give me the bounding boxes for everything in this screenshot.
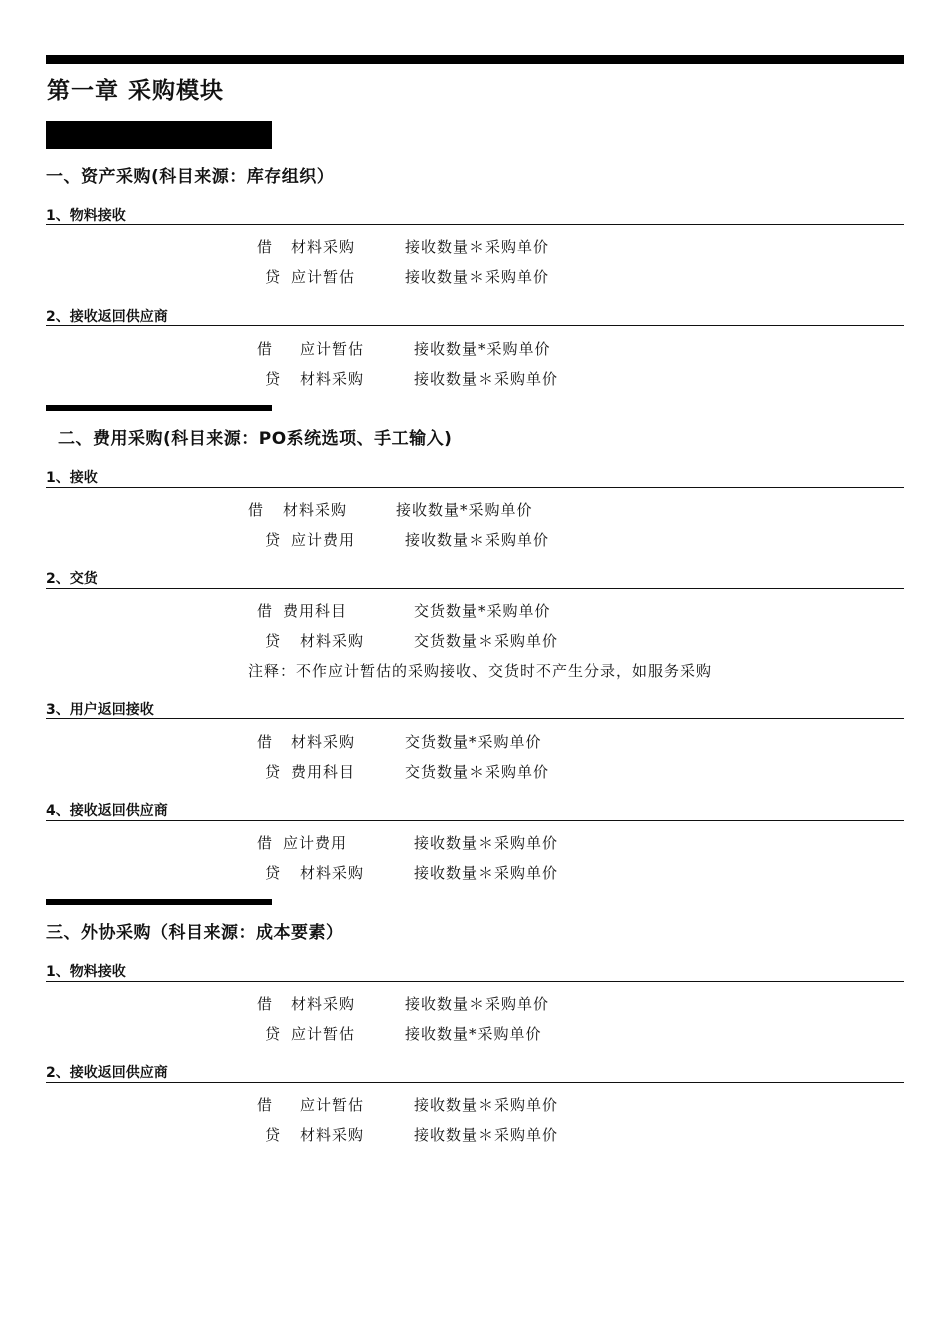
- subsection-label: 1、物料接收: [46, 964, 126, 980]
- credit-account: 费用科目: [291, 763, 356, 781]
- divider-line: [46, 487, 904, 488]
- credit-formula: 交货数量＊采购单价: [405, 763, 550, 781]
- credit-marker: 贷: [265, 531, 282, 549]
- divider-line: [46, 981, 904, 982]
- debit-account: 应计暂估: [300, 1096, 365, 1114]
- debit-formula: 交货数量*采购单价: [414, 602, 551, 620]
- debit-account: 费用科目: [283, 602, 348, 620]
- divider-line: [46, 588, 904, 589]
- divider-line: [46, 325, 904, 326]
- credit-formula: 接收数量*采购单价: [405, 1025, 542, 1043]
- debit-formula: 接收数量＊采购单价: [405, 238, 550, 256]
- credit-marker: 贷: [265, 864, 282, 882]
- credit-marker: 贷: [265, 268, 282, 286]
- divider-line: [46, 820, 904, 821]
- debit-account: 应计费用: [283, 834, 348, 852]
- credit-formula: 交货数量＊采购单价: [414, 632, 559, 650]
- subsection-label: 1、接收: [46, 470, 98, 486]
- top-rule-bar: [46, 55, 904, 64]
- debit-account: 材料采购: [291, 995, 356, 1013]
- section-title-outsourcing-purchase: 三、外协采购（科目来源：成本要素）: [46, 923, 344, 943]
- debit-marker: 借: [248, 501, 265, 519]
- credit-account: 材料采购: [300, 864, 365, 882]
- debit-formula: 接收数量＊采购单价: [414, 1096, 559, 1114]
- credit-formula: 接收数量＊采购单价: [414, 1126, 559, 1144]
- subsection-label: 2、接收返回供应商: [46, 309, 168, 325]
- divider-line: [46, 718, 904, 719]
- note-text: 注释：不作应计暂估的采购接收、交货时不产生分录，如服务采购: [248, 662, 713, 680]
- debit-account: 材料采购: [291, 733, 356, 751]
- subsection-label: 3、用户返回接收: [46, 702, 154, 718]
- debit-formula: 接收数量＊采购单价: [405, 995, 550, 1013]
- debit-marker: 借: [257, 602, 274, 620]
- credit-marker: 贷: [265, 632, 282, 650]
- divider-line: [46, 1082, 904, 1083]
- credit-account: 应计暂估: [291, 268, 356, 286]
- credit-account: 应计费用: [291, 531, 356, 549]
- subsection-label: 4、接收返回供应商: [46, 803, 168, 819]
- divider-line: [46, 224, 904, 225]
- debit-marker: 借: [257, 1096, 274, 1114]
- debit-marker: 借: [257, 238, 274, 256]
- credit-marker: 贷: [265, 1025, 282, 1043]
- credit-formula: 接收数量＊采购单价: [405, 531, 550, 549]
- subsection-label: 1、物料接收: [46, 208, 126, 224]
- credit-marker: 贷: [265, 1126, 282, 1144]
- debit-marker: 借: [257, 733, 274, 751]
- subsection-label: 2、接收返回供应商: [46, 1065, 168, 1081]
- debit-marker: 借: [257, 834, 274, 852]
- section-bar: [46, 405, 272, 411]
- credit-account: 材料采购: [300, 370, 365, 388]
- credit-account: 材料采购: [300, 1126, 365, 1144]
- debit-formula: 接收数量＊采购单价: [414, 834, 559, 852]
- debit-account: 材料采购: [283, 501, 348, 519]
- heading-block: [46, 121, 272, 149]
- credit-formula: 接收数量＊采购单价: [414, 864, 559, 882]
- debit-account: 材料采购: [291, 238, 356, 256]
- credit-formula: 接收数量＊采购单价: [414, 370, 559, 388]
- credit-account: 应计暂估: [291, 1025, 356, 1043]
- debit-marker: 借: [257, 995, 274, 1013]
- debit-account: 应计暂估: [300, 340, 365, 358]
- chapter-title: 第一章 采购模块: [47, 78, 225, 104]
- credit-marker: 贷: [265, 370, 282, 388]
- credit-account: 材料采购: [300, 632, 365, 650]
- debit-formula: 接收数量*采购单价: [396, 501, 533, 519]
- section-title-expense-purchase: 二、费用采购(科目来源：PO系统选项、手工输入): [58, 429, 453, 449]
- credit-formula: 接收数量＊采购单价: [405, 268, 550, 286]
- credit-marker: 贷: [265, 763, 282, 781]
- subsection-label: 2、交货: [46, 571, 98, 587]
- section-bar: [46, 899, 272, 905]
- section-title-asset-purchase: 一、资产采购(科目来源：库存组织）: [46, 167, 335, 187]
- debit-formula: 接收数量*采购单价: [414, 340, 551, 358]
- debit-marker: 借: [257, 340, 274, 358]
- debit-formula: 交货数量*采购单价: [405, 733, 542, 751]
